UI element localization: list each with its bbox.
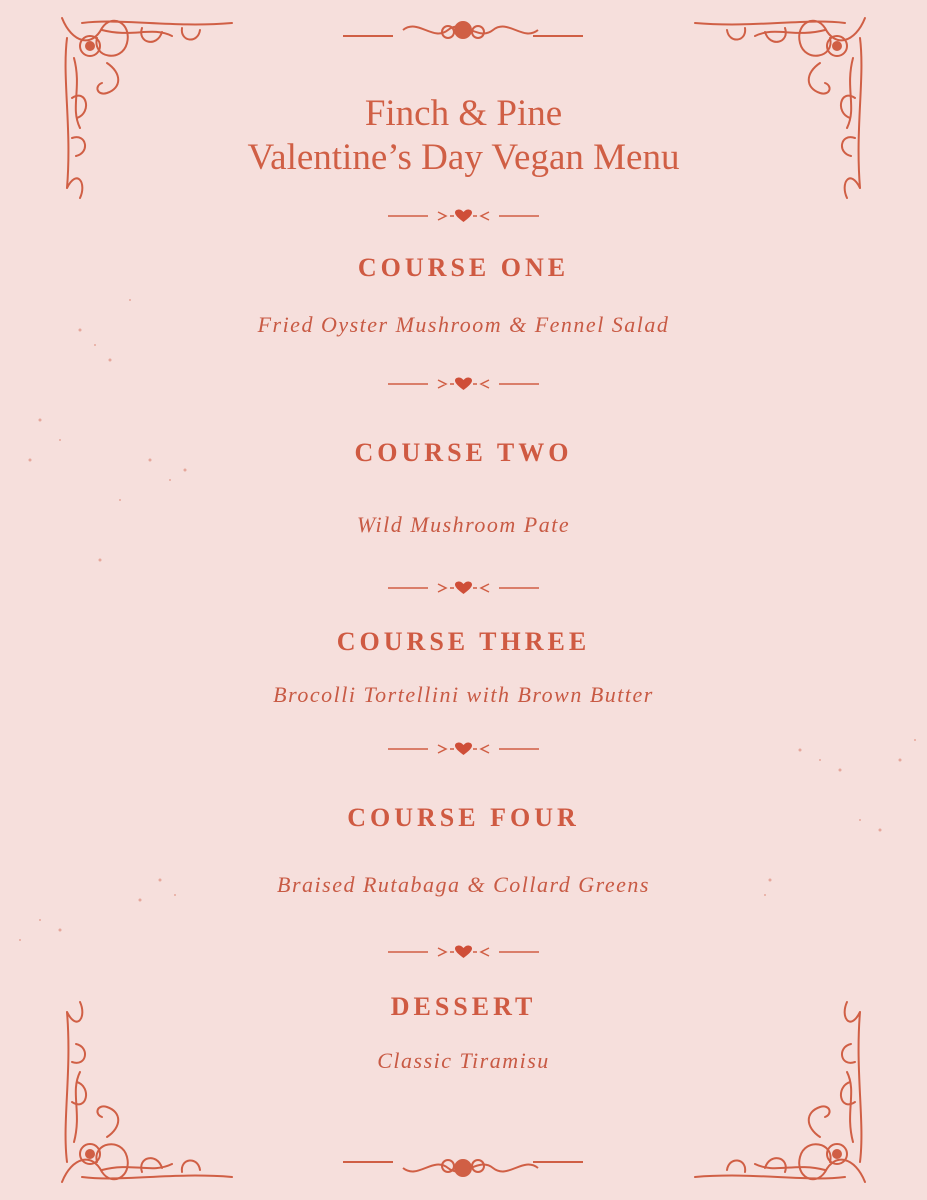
heart-divider-icon xyxy=(388,945,539,959)
course-dish: Fried Oyster Mushroom & Fennel Salad xyxy=(257,312,670,337)
menu-title: Valentine’s Day Vegan Menu xyxy=(247,137,680,178)
heart-divider-icon xyxy=(388,209,539,223)
course-dish: Braised Rutabaga & Collard Greens xyxy=(277,872,650,897)
dessert-dish: Classic Tiramisu xyxy=(377,1048,550,1073)
course-dish: Brocolli Tortellini with Brown Butter xyxy=(273,682,654,707)
course-heading: COURSE FOUR xyxy=(347,803,580,832)
course-heading: COURSE ONE xyxy=(357,253,570,282)
course-heading: COURSE THREE xyxy=(336,627,591,656)
heart-divider-icon xyxy=(388,377,539,391)
dessert-heading: DESSERT xyxy=(390,992,537,1021)
course-dish: Wild Mushroom Pate xyxy=(356,512,571,537)
heart-divider-icon xyxy=(388,742,539,756)
heart-divider-icon xyxy=(388,581,539,595)
restaurant-name: Finch & Pine xyxy=(364,93,563,134)
course-heading: COURSE TWO xyxy=(354,438,573,467)
